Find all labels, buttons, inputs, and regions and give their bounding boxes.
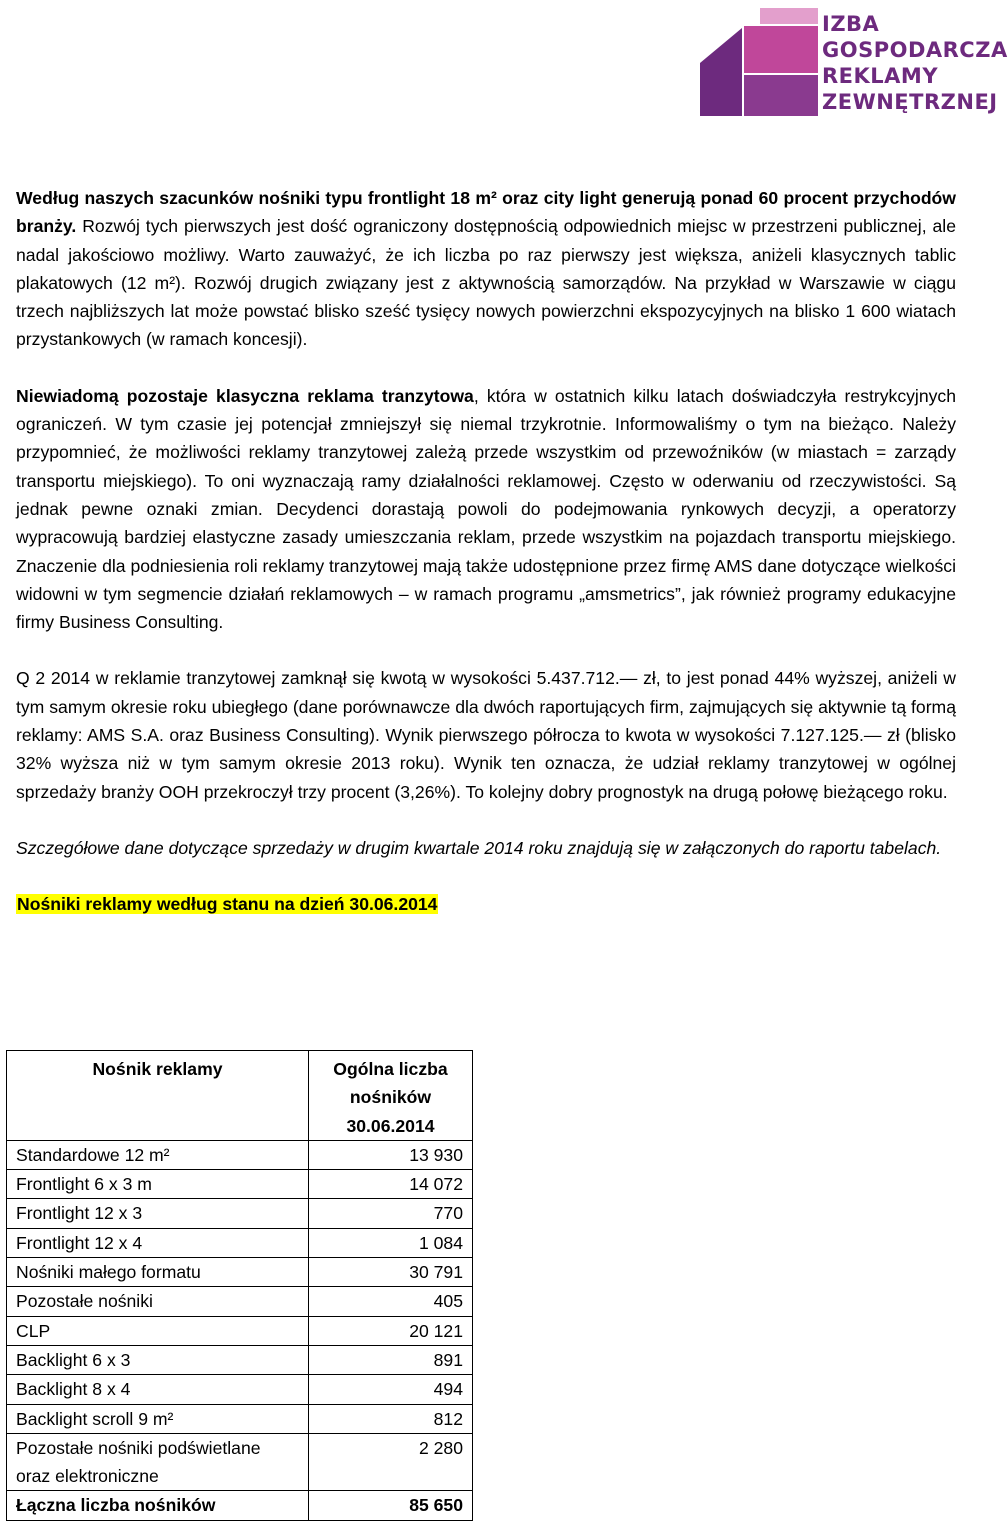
izba-logo: [700, 8, 1008, 126]
paragraph-transit-text: , która w ostatnich kilku latach doświadczyła restrykcyjnych ograniczeń. W tym czasie jej potencjał zmniejszył się niemal trzykrotnie. Informowaliśmy o tym na bieżąco. Należy przypomnieć, że możliwości reklamy tranzytowej zależą przede wszystkim od przewoźników (w miastach = zarządy transportu miejskiego). To oni wyznaczają ramy działalności reklamowej. Często w oderwaniu od rzeczywistości. Są jednak pewne oznaki zmian. Decydenci dorastają powoli do podejmowania rynkowych decyzji, a operatorzy wypracowują bardziej elastyczne zasady umieszczania reklam, przede wszystkim na pojazdach transportu miejskiego. Znaczenie dla podniesienia roli reklamy tranzytowej mają także udostępnione przez firmę AMS dane dotyczące wielkości widowni w tym segmencie działań reklamowych – w ramach programu „amsmetrics”, jak również programy edukacyjne firmy Business Consulting.: [16, 385, 956, 633]
carrier-count: 812: [309, 1404, 473, 1433]
carrier-name: Backlight 8 x 4: [7, 1375, 309, 1404]
carriers-table: [6, 1050, 473, 1521]
paragraph-transit-lead: Niewiadomą pozostaje klasyczna reklama tranzytowa: [16, 385, 474, 406]
table-row: [7, 1433, 473, 1491]
table-row: [7, 1170, 473, 1199]
table-row: [7, 1287, 473, 1316]
table-row: [7, 1140, 473, 1169]
document-body: [16, 184, 956, 919]
paragraph-transit: [16, 382, 956, 637]
carrier-count: 770: [309, 1199, 473, 1228]
paragraph-frontlight-text: Rozwój tych pierwszych jest dość ograniczony dostępnością odpowiednich miejsc w przestrzeni publicznej, ale nadal jakościowo możliwy. Warto zauważyć, że ich liczba po raz pierwszy jest większa, aniżeli klasycznych tablic plakatowych (12 m²). Rozwój drugich związany jest z aktywnością samorządów. Na przykład w Warszawie w ciągu trzech najbliższych lat może powstać blisko sześć tysięcy nowych powierzchni ekspozycyjnych na blisko 1 600 wiatach przystankowych (w ramach koncesji).: [16, 216, 956, 350]
total-value: 85 650: [309, 1491, 473, 1520]
carrier-name: Frontlight 12 x 4: [7, 1228, 309, 1257]
carrier-count: 405: [309, 1287, 473, 1316]
carrier-name: Pozostałe nośniki: [7, 1287, 309, 1316]
carrier-count: 891: [309, 1345, 473, 1374]
table-row: [7, 1345, 473, 1374]
column-header-count: Ogólna liczba nośników 30.06.2014: [309, 1051, 473, 1141]
logo-line-3: REKLAMY: [822, 64, 939, 88]
carrier-name: Nośniki małego formatu: [7, 1258, 309, 1287]
table-row: [7, 1258, 473, 1287]
logo-line-1: IZBA: [822, 12, 880, 36]
carrier-count: 30 791: [309, 1258, 473, 1287]
carrier-count: 494: [309, 1375, 473, 1404]
carrier-name: Standardowe 12 m²: [7, 1140, 309, 1169]
logo-line-2: GOSPODARCZA: [822, 38, 1008, 62]
table-row: [7, 1404, 473, 1433]
logo-wordmark: [822, 11, 1008, 115]
carrier-name: Pozostałe nośniki podświetlane oraz elektroniczne: [7, 1433, 309, 1491]
logo-line-4: ZEWNĘTRZNEJ: [822, 90, 998, 114]
paragraph-frontlight-lead: Według naszych szacunków nośniki typu frontlight 18 m² oraz city light generują ponad 60 procent przychodów branży.: [16, 188, 956, 237]
paragraph-frontlight: [16, 184, 956, 354]
section-heading: Nośniki reklamy według stanu na dzień 30.06.2014: [17, 894, 438, 915]
carrier-count: 2 280: [309, 1433, 473, 1491]
paragraph-q2: Q 2 2014 w reklamie tranzytowej zamknął się kwotą w wysokości 5.437.712.— zł, to jest ponad 44% wyższej, aniżeli w tym samym okresie roku ubiegłego (dane porównawcze dla dwóch raportujących firm, zajmujących się aktywnie tą formą reklamy: AMS S.A. oraz Business Consulting). Wynik pierwszego półrocza to kwota w wysokości 7.127.125.— zł (blisko 32% wyższa niż w tym samym okresie 2013 roku). Wynik ten oznacza, że udział reklamy tranzytowej w ogólnej sprzedaży branży OOH przekroczył trzy procent (3,26%). To kolejny dobry prognostyk na drugą połowę bieżącego roku.: [16, 668, 956, 802]
table-row: [7, 1316, 473, 1345]
total-label: Łączna liczba nośników: [7, 1491, 309, 1520]
table-row: [7, 1375, 473, 1404]
carrier-count: 13 930: [309, 1140, 473, 1169]
carrier-count: 20 121: [309, 1316, 473, 1345]
table-row: [7, 1228, 473, 1257]
carrier-name: Backlight scroll 9 m²: [7, 1404, 309, 1433]
table-header-row: [7, 1051, 473, 1141]
paragraph-note: Szczegółowe dane dotyczące sprzedaży w drugim kwartale 2014 roku znajdują się w załączonych do raportu tabelach.: [16, 837, 942, 858]
carrier-name: Frontlight 6 x 3 m: [7, 1170, 309, 1199]
table-row: [7, 1199, 473, 1228]
carrier-count: 14 072: [309, 1170, 473, 1199]
carrier-count: 1 084: [309, 1228, 473, 1257]
carrier-name: CLP: [7, 1316, 309, 1345]
carrier-name: Backlight 6 x 3: [7, 1345, 309, 1374]
carrier-name: Frontlight 12 x 3: [7, 1199, 309, 1228]
table-total-row: [7, 1491, 473, 1520]
column-header-carrier: Nośnik reklamy: [7, 1051, 309, 1141]
